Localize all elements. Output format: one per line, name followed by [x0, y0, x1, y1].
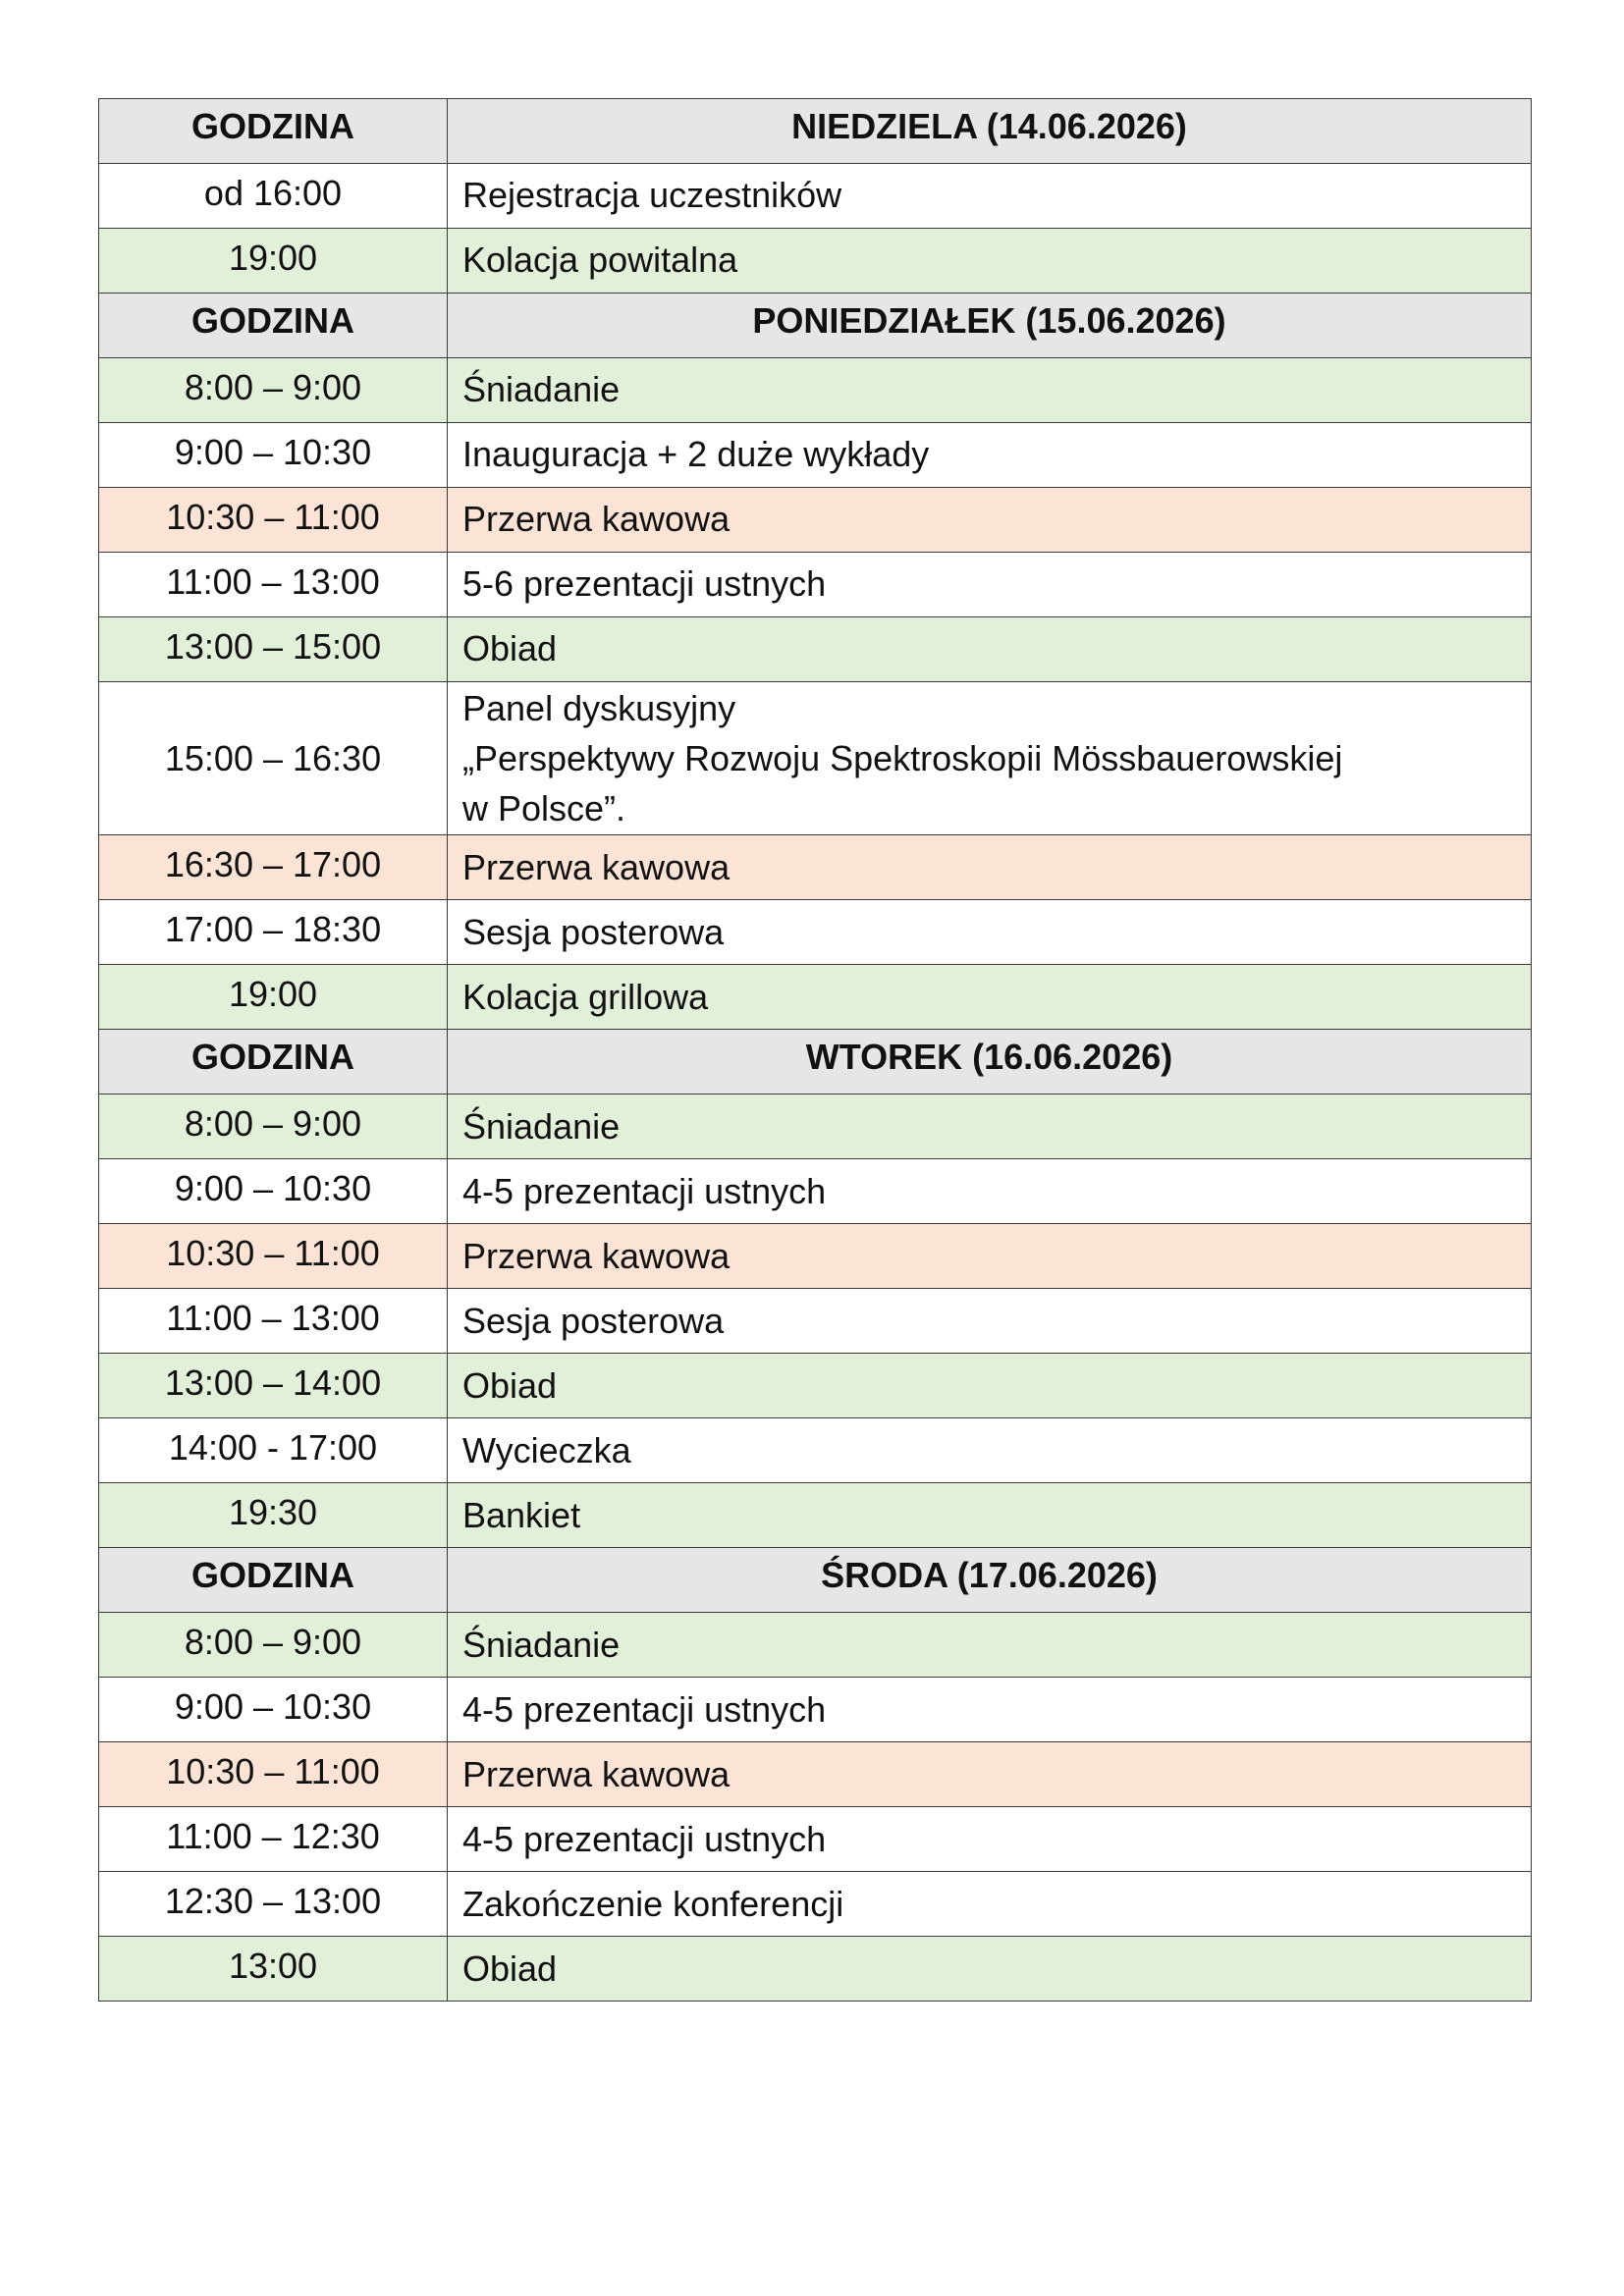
- schedule-row: [99, 1937, 1532, 2002]
- activity-line: Panel dyskusyjny: [462, 688, 736, 728]
- activity-cell: Sesja posterowa: [448, 1289, 1532, 1354]
- time-cell: 13:00 – 15:00: [99, 617, 448, 682]
- conference-schedule-table: [98, 98, 1532, 2002]
- schedule-row: [99, 553, 1532, 617]
- time-column-header: GODZINA: [99, 294, 448, 358]
- time-cell: 10:30 – 11:00: [99, 1224, 448, 1289]
- schedule-row: [99, 1678, 1532, 1742]
- activity-cell: Śniadanie: [448, 1613, 1532, 1678]
- schedule-row: [99, 1483, 1532, 1548]
- activity-cell: [448, 682, 1532, 835]
- schedule-row: [99, 423, 1532, 488]
- schedule-row: [99, 1289, 1532, 1354]
- time-cell: 8:00 – 9:00: [99, 1613, 448, 1678]
- time-column-header: GODZINA: [99, 1030, 448, 1095]
- schedule-row: [99, 1095, 1532, 1159]
- schedule-row: [99, 358, 1532, 423]
- schedule-row: [99, 1613, 1532, 1678]
- activity-line: „Perspektywy Rozwoju Spektroskopii Mössbauerowskiej: [462, 738, 1343, 779]
- schedule-row: [99, 488, 1532, 553]
- day-header: PONIEDZIAŁEK (15.06.2026): [448, 294, 1532, 358]
- activity-cell: Sesja posterowa: [448, 900, 1532, 965]
- activity-cell: Przerwa kawowa: [448, 488, 1532, 553]
- time-cell: 8:00 – 9:00: [99, 1095, 448, 1159]
- time-column-header: GODZINA: [99, 99, 448, 164]
- day-header: WTOREK (16.06.2026): [448, 1030, 1532, 1095]
- schedule-row: [99, 835, 1532, 900]
- time-cell: 13:00: [99, 1937, 448, 2002]
- activity-cell: Inauguracja + 2 duże wykłady: [448, 423, 1532, 488]
- time-cell: 9:00 – 10:30: [99, 1159, 448, 1224]
- time-cell: 9:00 – 10:30: [99, 1678, 448, 1742]
- day-header-row: [99, 1030, 1532, 1095]
- time-cell: od 16:00: [99, 164, 448, 229]
- activity-cell: Śniadanie: [448, 358, 1532, 423]
- activity-cell: Obiad: [448, 1354, 1532, 1418]
- schedule-row: [99, 965, 1532, 1030]
- schedule-row: [99, 617, 1532, 682]
- activity-cell: 4-5 prezentacji ustnych: [448, 1678, 1532, 1742]
- time-cell: 19:00: [99, 965, 448, 1030]
- time-cell: 12:30 – 13:00: [99, 1872, 448, 1937]
- activity-cell: Kolacja grillowa: [448, 965, 1532, 1030]
- schedule-row: [99, 1159, 1532, 1224]
- schedule-row: [99, 229, 1532, 294]
- activity-cell: Przerwa kawowa: [448, 1742, 1532, 1807]
- time-cell: 9:00 – 10:30: [99, 423, 448, 488]
- schedule-row: [99, 1742, 1532, 1807]
- activity-cell: Przerwa kawowa: [448, 835, 1532, 900]
- day-header-row: [99, 1548, 1532, 1613]
- activity-cell: Przerwa kawowa: [448, 1224, 1532, 1289]
- schedule-row-panel: [99, 682, 1532, 835]
- schedule-row: [99, 1807, 1532, 1872]
- time-cell: 11:00 – 13:00: [99, 553, 448, 617]
- schedule-row: [99, 164, 1532, 229]
- time-cell: 10:30 – 11:00: [99, 488, 448, 553]
- time-cell: 11:00 – 13:00: [99, 1289, 448, 1354]
- activity-line: w Polsce”.: [462, 788, 626, 829]
- time-cell: 19:30: [99, 1483, 448, 1548]
- day-header: ŚRODA (17.06.2026): [448, 1548, 1532, 1613]
- activity-cell: 5-6 prezentacji ustnych: [448, 553, 1532, 617]
- time-cell: 15:00 – 16:30: [99, 682, 448, 835]
- time-cell: 11:00 – 12:30: [99, 1807, 448, 1872]
- schedule-row: [99, 1354, 1532, 1418]
- time-cell: 17:00 – 18:30: [99, 900, 448, 965]
- day-header: NIEDZIELA (14.06.2026): [448, 99, 1532, 164]
- schedule-row: [99, 1418, 1532, 1483]
- time-cell: 14:00 - 17:00: [99, 1418, 448, 1483]
- activity-cell: Obiad: [448, 1937, 1532, 2002]
- day-header-row: [99, 294, 1532, 358]
- activity-cell: Wycieczka: [448, 1418, 1532, 1483]
- time-cell: 8:00 – 9:00: [99, 358, 448, 423]
- day-header-row: [99, 99, 1532, 164]
- time-cell: 16:30 – 17:00: [99, 835, 448, 900]
- activity-cell: Obiad: [448, 617, 1532, 682]
- time-column-header: GODZINA: [99, 1548, 448, 1613]
- schedule-row: [99, 900, 1532, 965]
- activity-cell: 4-5 prezentacji ustnych: [448, 1159, 1532, 1224]
- schedule-row: [99, 1872, 1532, 1937]
- time-cell: 19:00: [99, 229, 448, 294]
- time-cell: 13:00 – 14:00: [99, 1354, 448, 1418]
- activity-cell: Kolacja powitalna: [448, 229, 1532, 294]
- time-cell: 10:30 – 11:00: [99, 1742, 448, 1807]
- activity-cell: Rejestracja uczestników: [448, 164, 1532, 229]
- activity-cell: Zakończenie konferencji: [448, 1872, 1532, 1937]
- activity-cell: Bankiet: [448, 1483, 1532, 1548]
- schedule-row: [99, 1224, 1532, 1289]
- activity-cell: 4-5 prezentacji ustnych: [448, 1807, 1532, 1872]
- activity-cell: Śniadanie: [448, 1095, 1532, 1159]
